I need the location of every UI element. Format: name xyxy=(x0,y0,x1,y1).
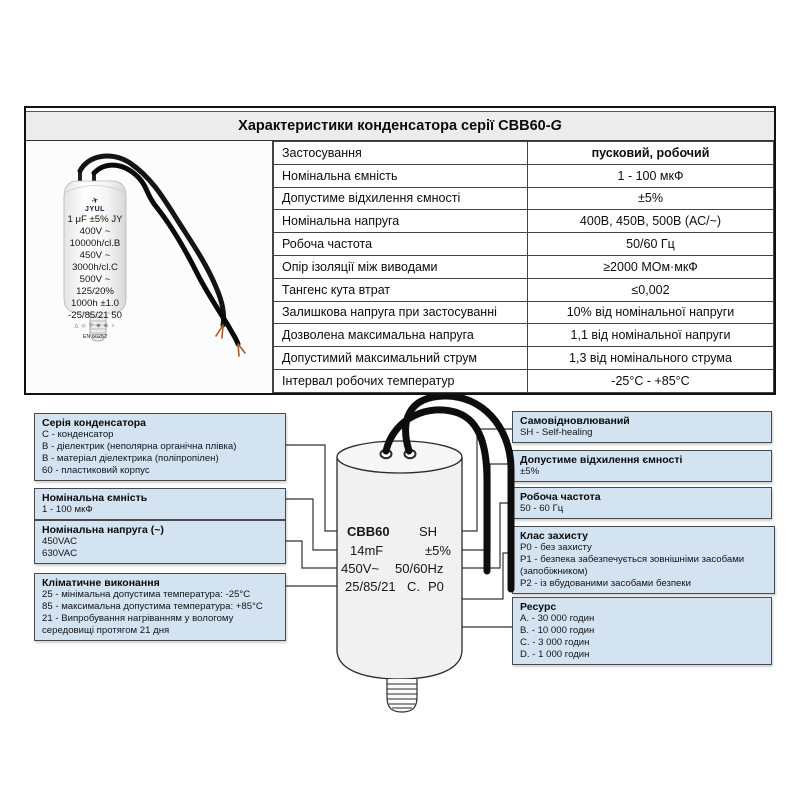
callout-line: 500V ~ 125/20% xyxy=(76,274,114,297)
row-label: Робоча частота xyxy=(274,233,528,256)
table-row xyxy=(274,369,774,392)
marking-protection: P0 xyxy=(428,579,444,594)
table-row xyxy=(274,278,774,301)
callout-lines xyxy=(520,503,764,515)
callout-line: P0 - без захисту xyxy=(520,542,592,553)
callout-line: 400V ~ 10000h/cl.B xyxy=(69,226,121,249)
row-value: -25°С - +85°С xyxy=(528,369,774,392)
table-row xyxy=(274,301,774,324)
marking-climate: 25/85/21 xyxy=(345,579,396,594)
callout-lines xyxy=(42,536,278,560)
table-row xyxy=(274,164,774,187)
row-value: 1,3 від номінального струма xyxy=(528,347,774,370)
wire-hole-left xyxy=(381,450,392,458)
row-value: ≥2000 МОм·мкФ xyxy=(528,255,774,278)
row-label: Дозволена максимальна напруга xyxy=(274,324,528,347)
brand-logo-icon: ✈ xyxy=(90,195,100,206)
callout-line: 450V ~ 3000h/cl.C xyxy=(72,250,118,273)
row-label: Номінальна напруга xyxy=(274,210,528,233)
photo-standard: EN 60252 xyxy=(82,334,108,340)
callout-line: 630VAC xyxy=(42,548,78,559)
wire-hole-right xyxy=(405,450,416,458)
table-row xyxy=(274,142,774,165)
spec-rows xyxy=(274,142,774,393)
callout-line: B - діелектрик (неполярна органічна плівка) xyxy=(42,441,237,452)
marking-self-healing: SH xyxy=(419,524,438,539)
callout-capacitance xyxy=(34,488,286,520)
photo-brand: JYUL xyxy=(85,206,105,213)
photo-label xyxy=(64,197,126,341)
callout-frequency xyxy=(512,487,772,519)
marking-capacitance: 14mF xyxy=(350,543,384,558)
callout-line: B - матеріал діелектрика (поліпропілен) xyxy=(42,453,219,464)
row-value: 400В, 450В, 500В (АС/~) xyxy=(528,210,774,233)
callout-resource xyxy=(512,597,772,665)
table-row xyxy=(274,210,774,233)
capacitor-photo-cell xyxy=(26,141,273,393)
row-value: 1,1 від номінальної напруги xyxy=(528,324,774,347)
title-prefix: Характеристики конденсатора серії CBB60- xyxy=(238,118,551,134)
title-series-letter: G xyxy=(550,118,562,134)
callout-title: Номінальна ємність xyxy=(42,492,148,504)
callout-lines xyxy=(520,542,767,590)
row-label: Інтервал робочих температур xyxy=(274,369,528,392)
spec-table-body xyxy=(26,141,774,393)
callout-title: Допустиме відхилення ємності xyxy=(520,454,683,466)
capacitor-photo-drawing xyxy=(26,141,272,383)
callout-title: Номінальна напруга (~) xyxy=(42,524,164,536)
callout-line: 1 - 100 мкФ xyxy=(42,504,93,515)
spec-table xyxy=(24,106,776,395)
callout-line: C. - 3 000 годин xyxy=(520,637,590,648)
row-value: ≤0,002 xyxy=(528,278,774,301)
row-label: Тангенс кута втрат xyxy=(274,278,528,301)
row-label: Номінальна ємність xyxy=(274,164,528,187)
row-value: ±5% xyxy=(528,187,774,210)
callout-title: Серія конденсатора xyxy=(42,417,146,429)
callout-line: 450VAC xyxy=(42,536,78,547)
marking-voltage: 450V~ xyxy=(341,561,379,576)
callout-line: A. - 30 000 годин xyxy=(520,613,595,624)
callout-title: Кліматичне виконання xyxy=(42,577,160,589)
callout-line: 85 - максимальна допустима температура: +85°C xyxy=(42,601,263,612)
callout-title: Робоча частота xyxy=(520,491,601,503)
callout-line: 1 μF ±5% JY xyxy=(67,214,123,225)
row-label: Залишкова напруга при застосуванні xyxy=(274,301,528,324)
callout-protection xyxy=(512,526,775,594)
row-value: пусковий, робочий xyxy=(528,142,774,165)
capacitor-top-lid xyxy=(337,441,462,473)
spec-table-title xyxy=(26,111,774,141)
callout-title: Самовідновлюваний xyxy=(520,415,630,427)
row-label: Допустиме відхилення ємності xyxy=(274,187,528,210)
row-label: Застосування xyxy=(274,142,528,165)
row-value: 50/60 Гц xyxy=(528,233,774,256)
row-label: Опір ізоляції між виводами xyxy=(274,255,528,278)
marking-series: CBB60 xyxy=(347,524,390,539)
callout-lines xyxy=(520,466,764,478)
callout-lines xyxy=(42,504,278,516)
callout-line: D. - 1 000 годин xyxy=(520,649,590,660)
table-row xyxy=(274,347,774,370)
photo-label-lines xyxy=(64,214,126,322)
marking-frequency: 50/60Hz xyxy=(395,561,444,576)
callout-self-healing xyxy=(512,411,772,443)
callout-line: P1 - безпека забезпечується зовнішніми засобами (запобіжником) xyxy=(520,554,745,577)
connector-voltage xyxy=(286,541,338,568)
callout-climate xyxy=(34,573,286,641)
table-row xyxy=(274,187,774,210)
callout-lines xyxy=(42,429,278,477)
callout-line: 60 - пластиковий корпус xyxy=(42,465,150,476)
callout-line: 21 - Випробування нагріванням у вологому середовищі протягом 21 дня xyxy=(42,613,234,636)
row-value: 1 - 100 мкФ xyxy=(528,164,774,187)
callout-line: B. - 10 000 годин xyxy=(520,625,595,636)
callout-title: Клас захисту xyxy=(520,530,588,542)
callout-line: 1000h ±1.0 xyxy=(71,298,119,309)
callout-voltage xyxy=(34,520,286,564)
callout-lines xyxy=(520,427,764,439)
callout-tolerance xyxy=(512,450,772,482)
callout-line: 50 - 60 Гц xyxy=(520,503,564,514)
marking-resource-class: C. xyxy=(407,579,420,594)
row-value: 10% від номінальної напруги xyxy=(528,301,774,324)
callout-line: P2 - із вбудованими засобами безпеки xyxy=(520,578,691,589)
callout-lines xyxy=(520,613,764,661)
photo-wire-tip-1 xyxy=(216,325,223,338)
callout-line: 25 - мінімальна допустима температура: -25°C xyxy=(42,589,251,600)
cert-marks: △ ◇ ▽ ⊕ ⊖ ○ xyxy=(74,323,116,329)
callout-line: SH - Self-healing xyxy=(520,427,593,438)
table-row xyxy=(274,255,774,278)
table-row xyxy=(274,324,774,347)
callout-line: ±5% xyxy=(520,466,540,477)
row-label: Допустимий максимальний струм xyxy=(274,347,528,370)
callout-lines xyxy=(42,589,278,637)
connector-series xyxy=(286,445,344,531)
callout-line: -25/85/21 50 xyxy=(68,310,122,321)
table-row xyxy=(274,233,774,256)
callout-line: C - конденсатор xyxy=(42,429,114,440)
spec-rows-table xyxy=(273,141,774,393)
photo-wire-tip-2 xyxy=(238,344,245,356)
callout-title: Ресурс xyxy=(520,601,557,613)
callout-series xyxy=(34,413,286,481)
marking-tolerance: ±5% xyxy=(425,543,451,558)
annotation-diagram xyxy=(0,395,800,735)
